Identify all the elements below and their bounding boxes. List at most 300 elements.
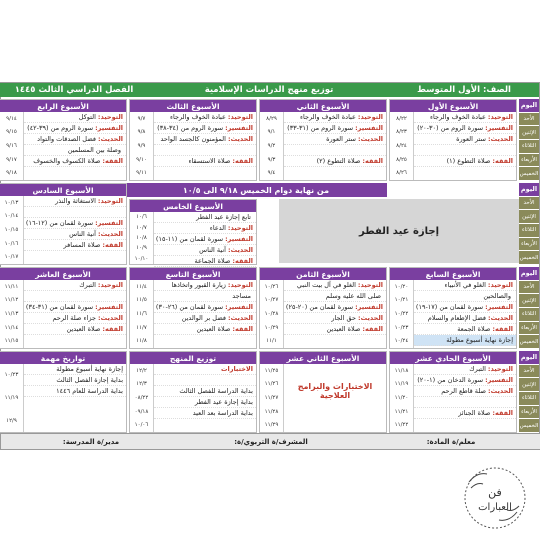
lesson-subject: الحديث: bbox=[227, 246, 253, 254]
exam-text: الاختبارات والبرامج العلاجية bbox=[297, 382, 373, 400]
week-date: ١٠/٧ bbox=[136, 224, 147, 231]
lesson-subject: الفقه: bbox=[232, 257, 253, 265]
lesson-subject: التفسير: bbox=[485, 124, 513, 132]
lesson-topic: الاستغاثة والنذر bbox=[55, 197, 96, 205]
week-date: ١٠/١٤ bbox=[4, 213, 19, 220]
week-title: الأسبوع الثامن bbox=[260, 268, 386, 280]
lesson-subject: الفقه: bbox=[492, 157, 513, 165]
lesson-topic: صلاة التطوع (١) bbox=[446, 157, 491, 165]
lesson-line bbox=[154, 145, 256, 156]
svg-text:العبارات: العبارات bbox=[478, 502, 512, 513]
lesson-subject: التوحيد: bbox=[487, 113, 513, 121]
day: الخميس bbox=[519, 419, 539, 433]
day: الأربعاء bbox=[519, 154, 539, 168]
week-date: ١٠/١٦ bbox=[4, 240, 19, 247]
lesson-topic: وصلة بين المسلمين bbox=[67, 146, 121, 154]
lesson-topic: آنية الناس bbox=[69, 230, 96, 238]
lesson-subject: التفسير: bbox=[225, 124, 253, 132]
week-date: ١١/٢٩ bbox=[264, 422, 279, 429]
week-card bbox=[129, 99, 257, 181]
week-date: ١١/٢٧ bbox=[264, 394, 279, 401]
lesson-subject: الفقه: bbox=[102, 325, 123, 333]
week-date: ٩/٢ bbox=[267, 142, 276, 149]
week-dates bbox=[390, 364, 414, 432]
lesson-line bbox=[154, 156, 256, 167]
week-title: الأسبوع الخامس bbox=[130, 200, 256, 212]
week-dates bbox=[0, 364, 24, 432]
lesson-line bbox=[24, 156, 126, 167]
curriculum-sheet bbox=[0, 82, 540, 450]
lesson-subject: الحديث: bbox=[487, 387, 513, 395]
lesson-line bbox=[414, 302, 516, 313]
lesson-topic: صلاة الجماعة bbox=[194, 257, 231, 265]
week-date: ١٠/١٧ bbox=[4, 254, 19, 261]
lesson-subject: التوحيد: bbox=[357, 281, 383, 289]
week-date: ٠٨/٢٢ bbox=[134, 394, 149, 401]
week-body bbox=[414, 112, 516, 167]
lesson-subject: التفسير: bbox=[485, 303, 513, 311]
days-column-2 bbox=[519, 183, 539, 265]
lesson-subject: التفسير: bbox=[355, 124, 383, 132]
day: الإثنين bbox=[519, 378, 539, 392]
week-date: ٨/٢٥ bbox=[396, 156, 407, 163]
week-date: ١١/٥ bbox=[136, 297, 147, 304]
day: الثلاثاء bbox=[519, 140, 539, 154]
lesson-line bbox=[154, 134, 256, 145]
week-body bbox=[154, 280, 256, 335]
lesson-line bbox=[414, 280, 516, 291]
days-column-3 bbox=[519, 267, 539, 349]
lesson-subject: الفقه: bbox=[492, 409, 513, 417]
lesson-line bbox=[24, 207, 126, 218]
lesson-topic: سورة الروم من (٣١-٣٣) bbox=[287, 124, 354, 132]
week-dates bbox=[390, 280, 414, 348]
week-date: ١٢/٣ bbox=[136, 381, 147, 388]
week-date: ١١/١١ bbox=[4, 283, 19, 290]
week-title: الأسبوع الثاني عشر bbox=[260, 352, 386, 364]
lesson-topic: فضل الصدقات والتواد bbox=[37, 135, 96, 143]
lesson-topic: الغلو في آل بيت النبي bbox=[296, 281, 356, 289]
week-date: ٩/١٥ bbox=[6, 129, 17, 136]
week-title: الأسبوع الأول bbox=[390, 100, 516, 112]
week-date: ١٠/٢٣ bbox=[394, 324, 409, 331]
week-date: ٩/٣ bbox=[267, 156, 276, 163]
date-text: بداية إجازة عيد الفطر bbox=[194, 398, 253, 406]
lesson-line bbox=[414, 291, 516, 302]
lesson-subject: الحديث: bbox=[227, 314, 253, 322]
lesson-line bbox=[154, 324, 256, 335]
day: الإثنين bbox=[519, 210, 539, 224]
lesson-topic: آنية الناس bbox=[199, 246, 226, 254]
week-card bbox=[389, 267, 517, 349]
week-date: ١٠/٨ bbox=[136, 235, 147, 242]
svg-text:فن: فن bbox=[488, 486, 502, 499]
lesson-subject: الفقه: bbox=[362, 157, 383, 165]
week-date: ١٠/٢٨ bbox=[264, 310, 279, 317]
lesson-subject: التفسير: bbox=[95, 219, 123, 227]
date-text: بداية الدراسة للعام ١٤٤٦ bbox=[56, 387, 123, 395]
lesson-line bbox=[154, 302, 256, 313]
lesson-subject: الحديث: bbox=[97, 135, 123, 143]
week-date: ١١/٢٨ bbox=[264, 408, 279, 415]
lesson-subject: التفسير: bbox=[355, 303, 383, 311]
lesson-line bbox=[154, 313, 256, 324]
week-body bbox=[414, 364, 516, 419]
week-body bbox=[24, 196, 126, 251]
week-dates bbox=[130, 364, 154, 432]
day: الإثنين bbox=[519, 126, 539, 140]
week-date: ١١/٨ bbox=[136, 338, 147, 345]
lesson-topic: سورة لقمان من (١١-١٥) bbox=[155, 235, 224, 243]
week-date: ١٠/٠٦ bbox=[134, 422, 149, 429]
lesson-line bbox=[24, 280, 126, 291]
day-head: اليوم bbox=[519, 183, 539, 197]
lesson-line bbox=[284, 123, 386, 134]
week-dates bbox=[260, 280, 284, 348]
lesson-subject: التوحيد: bbox=[227, 281, 253, 289]
lesson-subject: الفقه: bbox=[232, 157, 253, 165]
week-body bbox=[154, 212, 256, 267]
week-title: الأسبوع الثاني bbox=[260, 100, 386, 112]
lesson-line bbox=[414, 375, 516, 386]
date-text: بداية الدراسة بعد العيد bbox=[192, 409, 253, 417]
lesson-subject: التوحيد: bbox=[357, 113, 383, 121]
week-title: الأسبوع الثالث bbox=[130, 100, 256, 112]
day: الأحد bbox=[519, 113, 539, 127]
lesson-topic: فضل بر الوالدين bbox=[181, 314, 226, 322]
week-card bbox=[129, 351, 257, 433]
lesson-subject: التوحيد: bbox=[97, 197, 123, 205]
week-body bbox=[284, 112, 386, 167]
lesson-line bbox=[414, 324, 516, 335]
lesson-line bbox=[414, 123, 516, 134]
lesson-line bbox=[154, 123, 256, 134]
week-date: ٩/٨ bbox=[137, 129, 146, 136]
lesson-topic: عبادة الخوف والرجاء bbox=[300, 113, 356, 121]
week-date: ١١/٢٠ bbox=[394, 394, 409, 401]
day: الأحد bbox=[519, 365, 539, 379]
date-line bbox=[154, 364, 256, 375]
days-column-1 bbox=[519, 99, 539, 181]
lesson-subject: التفسير: bbox=[485, 376, 513, 384]
day-head: اليوم bbox=[519, 351, 539, 365]
week-date: ٨/٢٣ bbox=[396, 129, 407, 136]
lesson-topic: صلاة الجمعة bbox=[457, 325, 491, 333]
lesson-topic: عبادة الخوف والرجاء bbox=[430, 113, 486, 121]
lesson-topic: فضل الإطعام والسلام bbox=[427, 314, 486, 322]
week-body bbox=[154, 364, 256, 419]
date-text: بداية إجازة الفصل الثالث bbox=[56, 376, 123, 384]
day-head: اليوم bbox=[519, 99, 539, 113]
day: الخميس bbox=[519, 335, 539, 349]
lesson-topic: حق الجار bbox=[331, 314, 356, 322]
lesson-topic: التوكل bbox=[78, 113, 96, 121]
week-date: ١١/١٣ bbox=[4, 310, 19, 317]
lesson-line bbox=[154, 245, 256, 256]
week-date: ١١/١٢ bbox=[4, 297, 19, 304]
week-date: ٩/١٠ bbox=[136, 156, 147, 163]
lesson-topic: صلاة العيدين bbox=[326, 325, 361, 333]
week-date: ١٠/٢٣ bbox=[4, 372, 19, 379]
lesson-line bbox=[414, 156, 516, 167]
lesson-topic: صلاة العيدين bbox=[196, 325, 231, 333]
lesson-line bbox=[154, 223, 256, 234]
week-card bbox=[0, 183, 127, 265]
week-dates bbox=[260, 364, 284, 432]
lesson-topic: سورة لقمان من (٢٦-٣٠) bbox=[155, 303, 224, 311]
week-date: ١٠/٢٢ bbox=[394, 310, 409, 317]
lesson-topic: تابع إجازة عيد الفطر bbox=[196, 213, 251, 221]
week-date: ١٠/٦ bbox=[136, 214, 147, 221]
week-card bbox=[259, 351, 387, 433]
week-card bbox=[129, 267, 257, 349]
week-body bbox=[24, 280, 126, 335]
week-dates bbox=[130, 212, 154, 264]
note-text: إجازة نهاية أسبوع مطولة bbox=[446, 336, 513, 344]
day: الثلاثاء bbox=[519, 308, 539, 322]
week-card bbox=[259, 267, 387, 349]
week-card bbox=[389, 99, 517, 181]
lesson-line bbox=[414, 364, 516, 375]
lesson-topic: والصالحين bbox=[483, 292, 511, 300]
lesson-line bbox=[414, 145, 516, 156]
lesson-line bbox=[24, 112, 126, 123]
term-label: الفصل الدراسي الثالث ١٤٤٥ bbox=[0, 83, 149, 97]
lesson-subject: الفقه: bbox=[362, 325, 383, 333]
lesson-subject: الفقه: bbox=[102, 241, 123, 249]
lesson-subject: التوحيد: bbox=[227, 224, 253, 232]
lesson-line bbox=[284, 112, 386, 123]
lesson-topic: ستر العورة bbox=[456, 135, 486, 143]
week-body bbox=[154, 112, 256, 167]
week-date: ١٠/٢٩ bbox=[264, 324, 279, 331]
lesson-topic: التبرك bbox=[469, 365, 486, 373]
day: الثلاثاء bbox=[519, 392, 539, 406]
lesson-line bbox=[414, 397, 516, 408]
date-line bbox=[154, 408, 256, 419]
week-date: ٨/٢٩ bbox=[266, 115, 277, 122]
lesson-line bbox=[414, 386, 516, 397]
week-body bbox=[284, 364, 386, 400]
lesson-topic: سورة الروم من (٣٠-٢٠) bbox=[417, 124, 484, 132]
lesson-line bbox=[284, 145, 386, 156]
week-dates bbox=[0, 112, 24, 180]
lesson-topic: سورة لقمان من (٢٠-٢٥) bbox=[285, 303, 354, 311]
lesson-topic: الغلو في الأنبياء bbox=[444, 281, 486, 289]
day-head: اليوم bbox=[519, 267, 539, 281]
lesson-subject: الحديث: bbox=[487, 314, 513, 322]
week-card bbox=[0, 99, 127, 181]
lesson-subject: التوحيد: bbox=[487, 365, 513, 373]
lesson-line bbox=[284, 156, 386, 167]
supervisor-signature: المشرف/ة التربوي/ة: bbox=[234, 437, 308, 446]
week-date: ٩/٤ bbox=[267, 170, 276, 177]
week-date: ٨/٢٢ bbox=[396, 115, 407, 122]
week-date: ١١/١٩ bbox=[4, 395, 19, 401]
lesson-line bbox=[284, 280, 386, 291]
week-card bbox=[389, 351, 517, 433]
lesson-subject: الحديث: bbox=[227, 135, 253, 143]
lesson-line bbox=[24, 134, 126, 145]
date-line bbox=[154, 386, 256, 397]
lesson-line bbox=[24, 313, 126, 324]
week-date: ١٠/٢٦ bbox=[264, 283, 279, 290]
lesson-topic: صلاة المسافر bbox=[63, 241, 101, 249]
lesson-topic: مساجد bbox=[232, 292, 251, 300]
lesson-line bbox=[154, 212, 256, 223]
week-title: الأسبوع الحادي عشر bbox=[390, 352, 516, 364]
lesson-topic: صلاة الاستسقاء bbox=[188, 157, 231, 165]
week-date: ١١/٦ bbox=[136, 310, 147, 317]
week-date: ٨/٢٤ bbox=[396, 142, 407, 149]
lesson-subject: التفسير: bbox=[95, 303, 123, 311]
lesson-topic: صلاة العيدين bbox=[66, 325, 101, 333]
lesson-line bbox=[414, 134, 516, 145]
day: الأربعاء bbox=[519, 238, 539, 252]
lesson-subject: التوحيد: bbox=[97, 281, 123, 289]
day: الأربعاء bbox=[519, 322, 539, 336]
lesson-line bbox=[24, 218, 126, 229]
days-column-4 bbox=[519, 351, 539, 433]
week-date: ١١/٢٢ bbox=[394, 422, 409, 429]
week-title: الأسبوع الرابع bbox=[0, 100, 126, 112]
lesson-topic: صلاة التطوع (٢) bbox=[316, 157, 361, 165]
lesson-topic: جزاء صلة الرحم bbox=[52, 314, 96, 322]
lesson-line bbox=[24, 324, 126, 335]
week-dates bbox=[260, 112, 284, 180]
date-line bbox=[24, 386, 126, 397]
lesson-line bbox=[154, 291, 256, 302]
week-card bbox=[129, 199, 257, 265]
lesson-line bbox=[154, 112, 256, 123]
week-date: ١١/٤ bbox=[136, 283, 147, 290]
week-dates bbox=[0, 280, 24, 348]
lesson-line bbox=[284, 291, 386, 302]
week-date: ١٠/٢٤ bbox=[394, 338, 409, 345]
lesson-line bbox=[414, 408, 516, 419]
date-line bbox=[154, 375, 256, 386]
week-dates bbox=[130, 112, 154, 180]
week-date: ١٠/١٣ bbox=[4, 199, 19, 206]
week-date: ٩/٩ bbox=[137, 142, 146, 149]
day: الأحد bbox=[519, 197, 539, 211]
date-text: إجازة نهاية أسبوع مطولة bbox=[56, 365, 123, 373]
week-card bbox=[259, 99, 387, 181]
lesson-line bbox=[154, 256, 256, 267]
lesson-topic: المؤمنون كالجسد الواحد bbox=[160, 135, 226, 143]
lesson-line bbox=[24, 229, 126, 240]
lesson-topic: سورة لقمان من (١٧-١٩) bbox=[415, 303, 484, 311]
teacher-signature: معلم/ة المادة: bbox=[426, 437, 476, 446]
lesson-subject: الفقه: bbox=[102, 157, 123, 165]
lesson-line bbox=[414, 313, 516, 324]
lesson-line bbox=[24, 145, 126, 156]
lesson-topic: الدعاء bbox=[209, 224, 226, 232]
lesson-line bbox=[154, 280, 256, 291]
week-date: ١١/٢٦ bbox=[264, 381, 279, 388]
break-banner: من نهاية دوام الخميس ٩/١٨ الى ١٠/٥ bbox=[125, 183, 387, 197]
lesson-topic: صلاة الجنائز bbox=[458, 409, 491, 417]
date-text: الاختبارات bbox=[220, 365, 253, 373]
lesson-topic: سورة لقمان من (١٢-١٦) bbox=[25, 219, 94, 227]
lesson-topic: صلاة الكسوف والخسوف bbox=[33, 157, 101, 165]
week-dates bbox=[130, 280, 154, 348]
lesson-subject: التوحيد: bbox=[97, 113, 123, 121]
week-date: ٨/٢٦ bbox=[396, 170, 407, 177]
principal-signature: مدير/ة المدرسة: bbox=[62, 437, 120, 446]
date-line bbox=[24, 375, 126, 386]
week-title: تواريخ مهمة bbox=[0, 352, 126, 364]
lesson-topic: زيارة القبور واتخاذها bbox=[171, 281, 226, 289]
signature-footer bbox=[1, 433, 540, 449]
week-date: ١٠/١٥ bbox=[4, 226, 19, 233]
week-date: ٩/١ bbox=[267, 129, 276, 136]
sheet-title: توزيع منهج الدراسات الإسلامية bbox=[149, 83, 389, 97]
week-date: ١٠/٢١ bbox=[394, 297, 409, 304]
week-note bbox=[414, 335, 516, 346]
week-date: ١٠/٢٠ bbox=[394, 283, 409, 290]
lesson-topic: سورة الروم من (٣٩-٤٢) bbox=[27, 124, 94, 132]
week-date: ١٠/١٠ bbox=[134, 255, 149, 262]
lesson-subject: التفسير: bbox=[225, 235, 253, 243]
week-date: ١٢/٢ bbox=[136, 367, 147, 374]
lesson-line bbox=[24, 196, 126, 207]
lesson-line bbox=[24, 291, 126, 302]
week-date: ١١/٧ bbox=[136, 324, 147, 331]
lesson-subject: الحديث: bbox=[357, 135, 383, 143]
week-date: ١١/١٩ bbox=[394, 381, 409, 388]
week-date: ١١/١٨ bbox=[394, 367, 409, 374]
week-date: ١٠/٩ bbox=[136, 245, 147, 252]
week-date: ٩/١٤ bbox=[6, 115, 17, 122]
lesson-topic: صلى الله عليه وسلم bbox=[325, 292, 381, 300]
lesson-line bbox=[24, 123, 126, 134]
week-title: الأسبوع التاسع bbox=[130, 268, 256, 280]
lesson-line bbox=[24, 302, 126, 313]
lesson-subject: الحديث: bbox=[487, 135, 513, 143]
lesson-subject: التفسير: bbox=[225, 303, 253, 311]
eid-break: إجازة عيد الفطر bbox=[279, 199, 519, 263]
lesson-topic: صلة قاطع الرحم bbox=[441, 387, 486, 395]
lesson-topic: سورة لقمان من (٣١-٣٤) bbox=[25, 303, 94, 311]
lesson-subject: الفقه: bbox=[492, 325, 513, 333]
week-date: ٠٩/١٨ bbox=[134, 408, 149, 415]
date-line bbox=[24, 364, 126, 375]
week-date: ٩/١٨ bbox=[6, 170, 17, 177]
week-card bbox=[0, 351, 127, 433]
lesson-subject: الحديث: bbox=[97, 230, 123, 238]
week-date: ٩/١١ bbox=[136, 170, 147, 177]
week-card bbox=[0, 267, 127, 349]
lesson-subject: الفقه: bbox=[232, 325, 253, 333]
week-date: ١١/٢٥ bbox=[264, 367, 279, 374]
lesson-line bbox=[284, 134, 386, 145]
week-date: ١١/١٥ bbox=[4, 338, 19, 345]
week-dates bbox=[390, 112, 414, 180]
lesson-subject: التفسير: bbox=[95, 124, 123, 132]
week-date: ١٢/٩ bbox=[6, 417, 17, 424]
day: الخميس bbox=[519, 251, 539, 265]
lesson-line bbox=[154, 234, 256, 245]
lesson-subject: الحديث: bbox=[97, 314, 123, 322]
lesson-line bbox=[414, 112, 516, 123]
week-date: ١١/١٤ bbox=[4, 324, 19, 331]
lesson-topic: ستر العورة bbox=[326, 135, 356, 143]
week-dates bbox=[0, 196, 24, 264]
week-body bbox=[414, 280, 516, 346]
week-title: الأسبوع السادس bbox=[0, 184, 126, 196]
site-logo bbox=[455, 462, 535, 534]
